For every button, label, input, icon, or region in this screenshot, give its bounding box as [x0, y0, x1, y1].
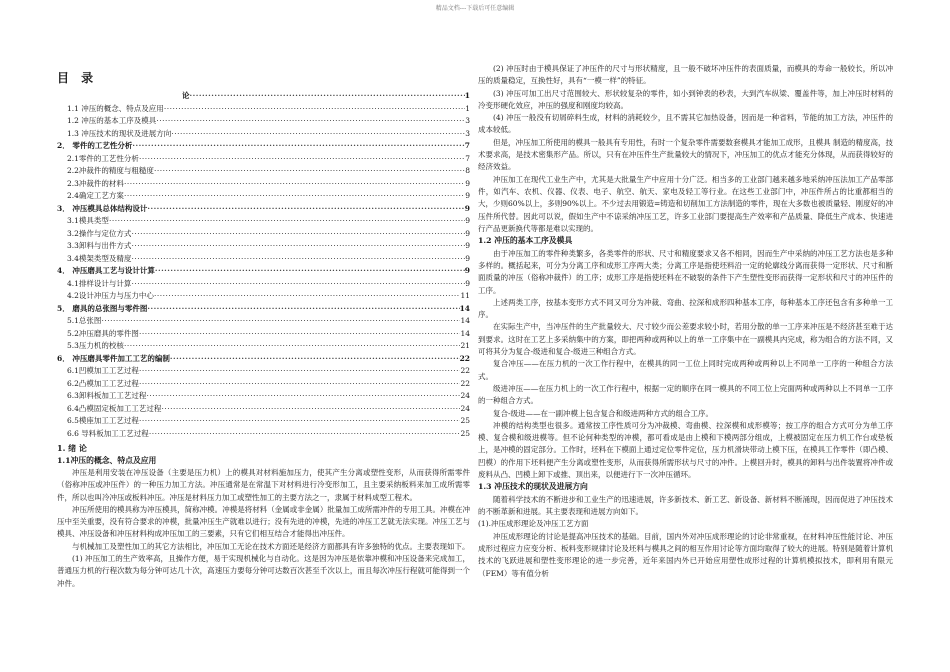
- toc-entry-title: 1.1 冲压的概念、特点及应用: [67, 103, 164, 113]
- toc-entry-title: 3.1模具类型: [67, 216, 109, 225]
- toc-leader-dots: [171, 128, 465, 141]
- toc-entry: [57, 378, 470, 391]
- toc-leader-dots: [149, 428, 461, 441]
- toc-entry: [57, 165, 470, 178]
- toc-entry-page: 22: [460, 366, 470, 375]
- toc-entry: [57, 153, 470, 166]
- body-paragraph: 但是，冲压加工所使用的模具一般具有专用性，有时一个复杂零件需要数套模具才能加工成形，且模具 制造的精度高，技术要求高，是技术密集形产品。所以，只有在冲压件生产批量较大的情况下，冲压加工的优点才能充分体现，从而获得较好的经济效益。: [478, 137, 893, 172]
- section-heading: 1. 绪 论: [57, 443, 87, 453]
- toc-leader-dots: [131, 240, 465, 253]
- toc-entry-title: 6.2凸模加工工艺过程: [67, 378, 139, 388]
- body-paragraph: (4) 冲压一般没有切屑碎料生成，材料的消耗较少，且不需其它加热设备，因而是一种省料，节能的加工方法，冲压件的成本较低。: [478, 113, 893, 135]
- toc-entry-page: 9: [465, 253, 470, 263]
- toc-leader-dots: [161, 403, 460, 416]
- toc-entry-page: 14: [459, 303, 470, 313]
- body-paragraph: (1) 冲压加工的生产效率高，且操作方便，易于实现机械化与自动化。这是因为冲压是依靠冲模和冲压设备来完成加工，普通压力机的行程次数为每分钟可达几十次，高速压力要每分钟可达数百次甚至千次以上，而且每次冲压行程就可能得到一个冲件。: [57, 554, 470, 588]
- left-column: [57, 60, 470, 590]
- toc-entry-page: 24: [460, 391, 470, 400]
- toc-leader-dots: [164, 103, 465, 116]
- toc-leader-dots: [109, 215, 465, 228]
- toc-entry: [57, 140, 470, 153]
- toc-entry: [57, 215, 470, 228]
- toc-entry: [57, 390, 470, 403]
- body-paragraph: 随着科学技术的不断进步和工业生产的迅速进展，许多新技术、新工艺、新设备、新材料不断涌现，因而促进了冲压技术的不断革新和进展。其主要表现和进展方向如下。: [478, 494, 893, 517]
- body-paragraph: 上述两类工序，按基本变形方式不同又可分为冲裁、弯曲、拉深和成形四种基本工序，每种基本工序还包含有多种单一工序。: [478, 297, 893, 320]
- toc-entry: [57, 228, 470, 241]
- toc-entry-title: 2.3冲裁件的材料: [67, 178, 124, 188]
- toc-leader-dots: [139, 415, 461, 428]
- toc-leader-dots: [139, 153, 465, 166]
- toc-entry-title: 3.3卸料与出件方式: [67, 241, 132, 250]
- toc-entry-title: 2.4确定工艺方案: [67, 191, 124, 200]
- toc-leader-dots: [131, 278, 465, 291]
- toc-entry-page: 25: [460, 416, 470, 425]
- body-paragraph: 冲压是利用安装在冲压设备（主要是压力机）上的模具对材料施加压力，使其产生分离或塑性变形，从而获得所需零件（俗称冲压或冲压件）的一种压力加工方法。冲压通常是在常温下对材料进行冷变形加工，且主要采纳板料来加工成所需零件，所以也叫冷冲压或板料冲压。冲压是材料压力加工或塑性加工的主要方法之一，隶属于材料成型工程术。: [57, 468, 470, 502]
- toc-leader-dots: [154, 290, 461, 303]
- toc-entry-title: 3.4模架类型及精度: [67, 253, 132, 263]
- toc-entry-title: 5.3压力机的校核: [67, 341, 124, 350]
- toc-entry: [57, 328, 470, 341]
- toc-entry: [57, 203, 470, 216]
- body-paragraph: 冲压所使用的模具称为冲压模具，简称冲模。冲模是将材料（金属或非金属）批量加工成所需冲件的专用工具。冲模在冲压中至关重要，没有符合要求的冲模，批量冲压生产就难以进行；没有先进的冲模，先进的冲压工艺就无法实现。冲压工艺与模具、冲压设备和冲压材料构成冲压加工的三要素，只有它们相互结合才能得出冲压件。: [57, 504, 470, 539]
- toc-entry-page: 22: [459, 353, 470, 363]
- toc-entry-title: 3.2操作与定位方式: [67, 228, 132, 238]
- toc-entry: [57, 415, 470, 428]
- toc-entry-page: 9: [464, 266, 470, 275]
- toc-entry: [57, 265, 470, 278]
- toc-leader-dots: [131, 228, 465, 241]
- body-paragraph: 级进冲压——在压力机上的一次工作行程中，根据一定的顺序在同一模具的不同工位上完面两种或两种以上不同单一工序的一种组合方式。: [478, 383, 893, 406]
- body-paragraph: 冲压加工在现代工业生产中，尤其是大批量生产中应用十分广泛。相当多的工业部门越来越多地采纳冲压法加工产品零部件，如汽车、农机、仪器、仪表、电子、航空、航天、家电及轻工等行业。在这些工业部门中，冲压件所占的比重都相当的大，少则60%以上，多则90%以上。不少过去用锻造=铸造和切削加工方法制造的零件，现在大多数也被质量轻、刚度好的冲压件所代替。因此可以说，假如生产中不谅采纳冲压工艺，许多工业部门要提高生产效率和产品质量、降低生产成本、快速进行产品更新换代等都是难以实现的。: [478, 174, 893, 233]
- toc-entry: [57, 278, 470, 291]
- toc-entry-page: 1: [464, 91, 470, 100]
- toc-title: 目 录: [57, 71, 98, 85]
- toc-entry-title: 3． 冲压模具总体结构设计: [57, 203, 148, 213]
- toc-entry-title: 4.2设计冲压力与压力中心: [67, 291, 154, 300]
- toc-leader-dots: [139, 365, 461, 378]
- toc-entry-title: 2.1零件的工艺性分析: [67, 153, 139, 163]
- body-paragraph: 在实际生产中，当冲压件的生产批量较大、尺寸较少而公差要求较小时，若用分散的单一工序来冲压是不经济甚至难于达到要求。这时在工艺上多采纳集中的方案，即把两种或两种以上的单一工序集中在一副模具内完成，称为组合的方法不同，又可将其分为复合-级进和复合-级进三种组合方式。: [478, 322, 893, 357]
- toc-leader-dots: [132, 140, 464, 153]
- body-paragraph: 复合冲压——在压力机的一次工作行程中，在模具的同一工位上同时完成两种或两种以上不同单一工序的一种组合方法式。: [478, 359, 893, 381]
- toc-entry: [57, 303, 470, 316]
- toc-entry-title: 5.2冲压磨具的零件图: [67, 328, 139, 338]
- toc-leader-dots: [156, 115, 465, 128]
- body-paragraph: 由于冲压加工的零件种类繁多，各类零件的形状、尺寸和精度要求又各不相同，因而生产中采纳的冲压工艺方法也是多种多样的。概括起来，可分为分离工序和成形工序两大类；分离工序是指使坯料沿一定的轮廓线分离而获得一定形状、尺寸和断面质量的冲压（俗称冲裁件）的工序；成形工序是指使坯料在不破裂的条件下产生塑性变形而获得一定形状和尺寸的冲压件的工序。: [478, 248, 893, 295]
- toc-leader-dots: [170, 353, 460, 366]
- toc-entry-title: 6.6 导料板加工工艺过程: [67, 428, 149, 438]
- toc-entry-page: 9: [465, 241, 470, 250]
- toc-entry-title: 2． 零件的工艺性分析: [57, 141, 133, 150]
- toc-entry: [57, 115, 470, 128]
- page-header: 精品文档---下载后可任意编辑: [435, 5, 515, 12]
- toc-entry: [57, 353, 470, 366]
- toc-entry: [57, 403, 470, 416]
- toc-entry-page: 25: [460, 428, 470, 438]
- toc-leader-dots: [139, 328, 461, 341]
- toc-entry-page: 14: [460, 316, 470, 325]
- toc-leader-dots: [101, 315, 460, 328]
- toc-entry-page: 7: [464, 141, 470, 150]
- toc-entry: [57, 90, 470, 103]
- toc-entry: [57, 315, 470, 328]
- toc-entry-page: 9: [465, 178, 470, 188]
- toc-leader-dots: [146, 390, 460, 403]
- body-paragraph: 复合-级进——在一副冲模上包含复合和级进两种方式的组合工序。: [493, 408, 714, 418]
- toc-entry-page: 3: [465, 116, 470, 125]
- toc-entry-title: 6.3卸料板加工工艺过程: [67, 391, 147, 400]
- toc-entry-page: 3: [465, 128, 470, 138]
- toc-entry-title: 6.5模座加工工艺过程: [67, 416, 139, 425]
- toc-leader-dots: [154, 165, 465, 178]
- toc-entry-title: 1.3 冲压技术的现状及进展方向: [67, 128, 172, 138]
- toc-leader-dots: [124, 178, 465, 191]
- table-of-contents: [57, 90, 470, 440]
- toc-entry: [57, 128, 470, 141]
- toc-entry-title: 4． 冲压磨具工艺与设计计算: [57, 266, 155, 275]
- toc-entry-title: 5． 磨具的总张图与零件图: [57, 303, 148, 313]
- toc-entry: [57, 240, 470, 253]
- toc-entry-page: 1: [465, 103, 470, 113]
- toc-entry-title: 4.1排样设计与计算: [67, 278, 132, 288]
- toc-entry-title: 6.1凹模加工工艺过程: [67, 366, 139, 375]
- toc-entry-page: 9: [465, 191, 470, 200]
- toc-entry: [57, 190, 470, 203]
- right-column: [478, 63, 893, 580]
- toc-entry: [57, 290, 470, 303]
- subsection-heading: 1.1冲压的概念、特点及应用: [57, 455, 157, 465]
- toc-leader-dots: [147, 303, 459, 316]
- toc-entry-page: 22: [460, 378, 470, 388]
- toc-leader-dots: [139, 378, 461, 391]
- toc-leader-dots: [147, 203, 464, 216]
- toc-entry: [57, 103, 470, 116]
- toc-entry-page: 21: [460, 341, 470, 350]
- body-paragraph: (3) 冲压可加工出尺寸范围较大、形状较复杂的零件，如小到钟表的秒表，大到汽车纵梁、覆盖件等，加上冲压时材料的冷变形硬化效应，冲压的强度和刚度均较高。: [478, 88, 893, 110]
- toc-entry-title: 6.4凸模固定板加工工艺过程: [67, 403, 162, 413]
- toc-entry: [57, 178, 470, 191]
- body-paragraph: 冲压成形理论的讨论是提高冲压技术的基础。目前，国内外对冲压成形理论的讨论非常重视，在材料冲压性能讨论、冲压成形过程应力应变分析、板料变形规律讨论及坯料与模具之间的相互作用讨论等方面均取得了较大的进展。特别是随着计算机技术的飞跃进展和塑性变形理论的进一步完善，近年来国内外已开始应用塑性成形过程的计算机模拟技术，即利用有限元（FEM）等有值分析: [478, 531, 893, 578]
- toc-entry-page: 11: [460, 291, 470, 300]
- toc-entry-page: 9: [465, 216, 470, 225]
- body-paragraph: 与机械加工及塑性加工的其它方法相比，冲压加工无论在技术方面还是经济方面都具有许多独特的优点。主要表现如下。: [72, 541, 470, 551]
- toc-entry-page: 14: [460, 328, 470, 338]
- toc-entry-title: 2.2冲裁件的精度与粗糙度: [67, 166, 154, 175]
- toc-entry-title: 论: [182, 91, 190, 100]
- toc-entry: [57, 428, 470, 441]
- toc-leader-dots: [190, 90, 465, 103]
- toc-entry-title: 6． 冲压磨具零件加工工艺的编制: [57, 353, 170, 363]
- toc-entry: [57, 340, 470, 353]
- toc-entry-title: 5.1总张图: [67, 316, 102, 325]
- right-body-text: [478, 63, 893, 580]
- toc-entry: [57, 365, 470, 378]
- toc-entry-page: 9: [464, 203, 470, 213]
- toc-entry-page: 24: [460, 403, 470, 413]
- toc-leader-dots: [155, 265, 465, 278]
- toc-entry-page: 9: [465, 228, 470, 238]
- toc-entry-page: 9: [465, 278, 470, 288]
- body-paragraph: (1).冲压成形理论及冲压工艺方面: [478, 519, 589, 529]
- subsection-heading: 1.3 冲压技术的现状及进展方向: [478, 482, 588, 492]
- left-body-text: [57, 442, 470, 590]
- toc-entry: [57, 253, 470, 266]
- toc-entry-page: 8: [465, 166, 470, 175]
- body-paragraph: 冲模的结构类型也很多。通常按工序性质可分为冲裁模、弯曲模、拉深模和成形模等；按工序的组合方式可分为单工序模、复合模和级进模等。但不论何种类型的冲模，都可看成是由上模和下模两部分组成，上模被固定在压力机工作台或垫板上，是冲模的固定部分。工作时，坯料在下模面上通过定位零件定位，压力机滑块带动上模下压，在模具工作零件（即凸模、凹模）的作用下坯料便产生分离或塑性变形，从而获得所需形状与尺寸的冲件。上模回升时，模具的卸料与出件装置将冲件或废料从凸、凹模上卸下或推、顶出来，以便进行下一次冲压循环。: [478, 420, 893, 479]
- body-paragraph: (2) 冲压时由于模具保证了冲压件的尺寸与形状精度，且一般不破坏冲压件的表面质量，而模具的寿命一般较长，所以冲压的质量稳定，互换性好，具有“一模一样”的特征。: [478, 64, 893, 86]
- toc-leader-dots: [131, 253, 465, 266]
- toc-entry-page: 7: [465, 153, 470, 163]
- toc-leader-dots: [124, 340, 461, 353]
- toc-entry-title: 1.2 冲压的基本工序及模具: [67, 116, 157, 125]
- subsection-heading: 1.2 冲压的基本工序及模具: [478, 236, 573, 246]
- toc-leader-dots: [124, 190, 465, 203]
